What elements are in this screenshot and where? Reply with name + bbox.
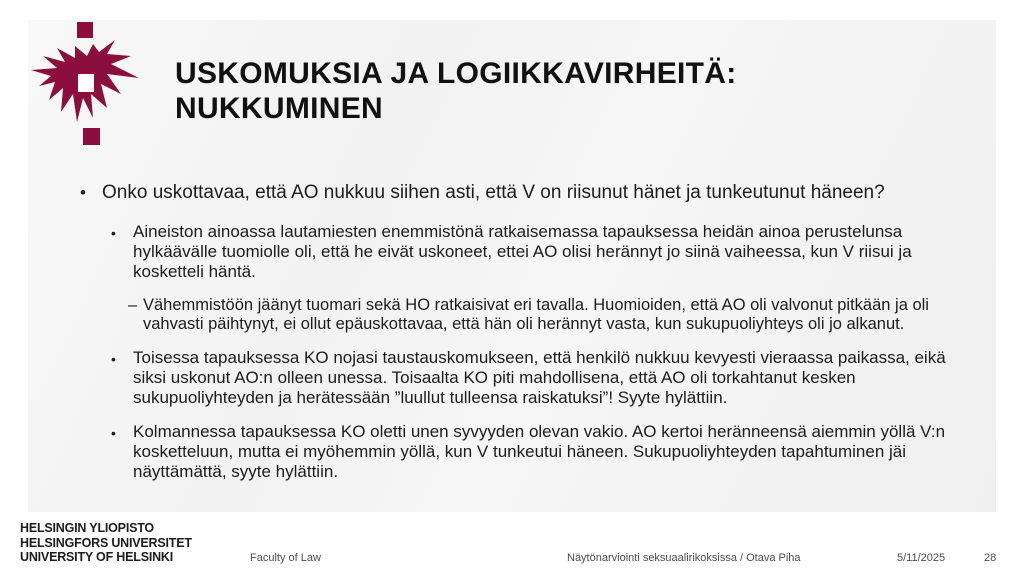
logo-bottom-square bbox=[83, 128, 100, 145]
bullet-case-3 bbox=[111, 422, 969, 482]
slide-footer bbox=[0, 512, 1024, 576]
slide-title-line2: NUKKUMINEN bbox=[175, 92, 383, 125]
slide-title bbox=[175, 56, 737, 126]
bullet-question bbox=[80, 182, 992, 205]
slide-title-line1: USKOMUKSIA JA LOGIIKKAVIRHEITÄ: bbox=[175, 57, 737, 90]
footer-page-number: 28 bbox=[984, 552, 997, 564]
bullet-dot-icon: • bbox=[111, 350, 116, 367]
bullet-case-2 bbox=[111, 348, 969, 408]
bullet-text: Kolmannessa tapauksessa KO oletti unen syvyyden olevan vakio. AO kertoi heränneensä aiemmin yöllä V:n kosketteluun, mutta ei myöhemmin yöllä, kun V tunkeutui häneen. Sukupuoliyhteyden tapahtuminen jäi näyttämättä, syyte hylättiin. bbox=[133, 421, 946, 481]
bullet-case-1 bbox=[111, 222, 969, 282]
bullet-text: Toisessa tapauksessa KO nojasi taustauskomukseen, että henkilö nukkuu kevyesti vieraassa paikassa, eikä siksi uskonut AO:n olleen unessa. Toisaalta KO piti mahdollisena, että AO oli torkahtanut kesken sukupuoliyhteyden ja herätessään ”luullut tulleensa raiskatuksi”! Syyte hylättiin. bbox=[133, 347, 946, 407]
slide-body bbox=[80, 182, 992, 496]
footer-date: 5/11/2025 bbox=[897, 552, 946, 564]
wordmark-line-fi: HELSINGIN YLIOPISTO bbox=[20, 521, 154, 535]
logo-top-square bbox=[77, 22, 93, 38]
footer-faculty: Faculty of Law bbox=[250, 552, 321, 564]
wordmark-line-sv: HELSINGFORS UNIVERSITET bbox=[20, 535, 192, 550]
wordmark-line-en: UNIVERSITY OF HELSINKI bbox=[20, 550, 174, 564]
slide-canvas bbox=[28, 20, 996, 512]
logo-center-hole bbox=[78, 74, 94, 92]
bullet-dot-icon: • bbox=[80, 183, 86, 202]
university-wordmark bbox=[20, 521, 192, 565]
university-of-helsinki-flame-logo-icon bbox=[30, 22, 142, 152]
bullet-dash-icon: – bbox=[128, 295, 138, 314]
bullet-dot-icon: • bbox=[111, 424, 116, 441]
bullet-text: Onko uskottavaa, että AO nukkuu siihen asti, että V on riisunut hänet ja tunkeutunut häneen? bbox=[102, 182, 885, 203]
bullet-case-1-minority bbox=[128, 296, 973, 335]
bullet-text: Aineiston ainoassa lautamiesten enemmistönä ratkaisemassa tapauksessa heidän ainoa perustelunsa hylkäävälle tuomiolle oli, että he eivät uskoneet, ettei AO olisi herännyt jo siinä vaiheessa, kun V riisui ja kosketteli häntä. bbox=[133, 221, 912, 281]
bullet-text: Vähemmistöön jäänyt tuomari sekä HO ratkaisivat eri tavalla. Huomioiden, että AO oli valvonut pitkään ja oli vahvasti päihtynyt, ei ollut epäuskottavaa, että hän oli herännyt vasta, kun sukupuoliyhteys oli jo alkanut. bbox=[143, 295, 929, 333]
footer-doc-title: Näytönarviointi seksuaalirikoksissa / Otava Piha bbox=[567, 552, 801, 564]
bullet-dot-icon: • bbox=[111, 224, 116, 241]
